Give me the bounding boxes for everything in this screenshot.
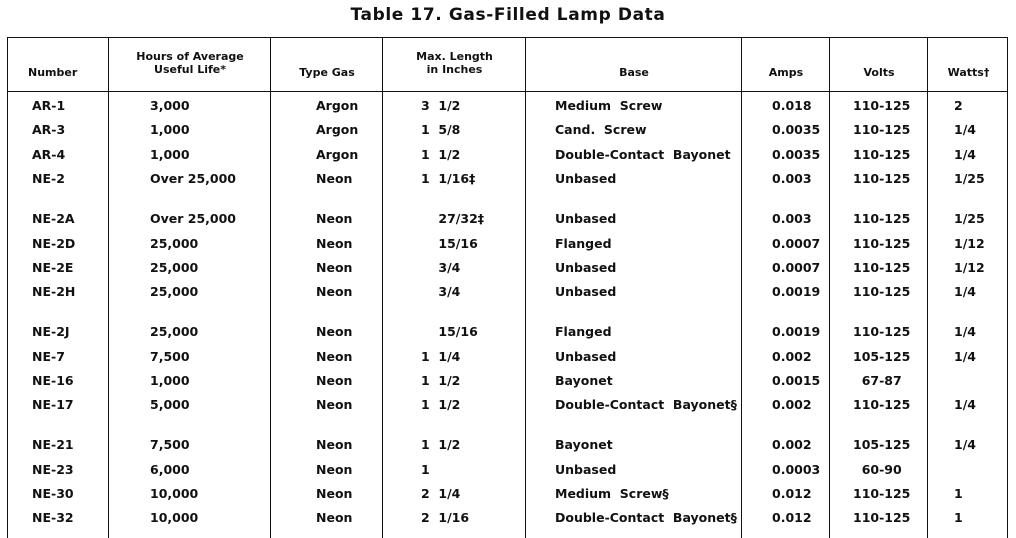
- header-hours-line2: Useful Life*: [154, 63, 226, 76]
- cell-volts: 105-125: [853, 437, 911, 452]
- cell-amps: 0.002: [772, 397, 812, 412]
- cell-amps: 0.0015: [772, 373, 821, 388]
- cell-base: Cand. Screw: [555, 122, 647, 137]
- cell-number: AR-1: [32, 98, 66, 113]
- header-number: Number: [28, 66, 78, 79]
- cell-amps: 0.0007: [772, 260, 821, 275]
- cell-watts: 1/4: [954, 122, 976, 137]
- table-title: Table 17. Gas-Filled Lamp Data: [350, 5, 666, 25]
- cell-amps: 0.012: [772, 510, 812, 525]
- cell-number: AR-4: [32, 147, 66, 162]
- cell-number: NE-2H: [32, 284, 76, 299]
- cell-length: 1 1/16‡: [421, 171, 476, 186]
- column-divider: [525, 37, 526, 538]
- cell-amps: 0.002: [772, 349, 812, 364]
- cell-length: 2 1/4: [421, 486, 461, 501]
- cell-amps: 0.0019: [772, 324, 821, 339]
- cell-number: NE-16: [32, 373, 74, 388]
- cell-length: 1 1/2: [421, 373, 461, 388]
- cell-volts: 110-125: [853, 284, 911, 299]
- cell-length: 3/4: [421, 284, 461, 299]
- cell-amps: 0.0003: [772, 462, 821, 477]
- cell-hours: Over 25,000: [150, 171, 237, 186]
- cell-amps: 0.012: [772, 486, 812, 501]
- cell-volts: 60-90: [853, 462, 902, 477]
- cell-base: Flanged: [555, 324, 612, 339]
- column-divider: [829, 37, 830, 538]
- header-volts: Volts: [863, 66, 895, 79]
- cell-hours: 7,500: [150, 437, 190, 452]
- cell-hours: 25,000: [150, 260, 199, 275]
- cell-gas: Neon: [316, 260, 353, 275]
- header-length-line2: in Inches: [426, 63, 483, 76]
- cell-length: 2 1/16: [421, 510, 470, 525]
- cell-length: 27/32‡: [421, 211, 485, 226]
- cell-base: Bayonet: [555, 373, 613, 388]
- cell-watts: 1/4: [954, 349, 976, 364]
- cell-base: Unbased: [555, 211, 617, 226]
- header-length-line1: Max. Length: [416, 50, 493, 63]
- cell-hours: 1,000: [150, 122, 190, 137]
- cell-length: 1 1/4: [421, 349, 461, 364]
- cell-watts: 1/25: [954, 171, 985, 186]
- cell-length: 1 1/2: [421, 147, 461, 162]
- cell-number: NE-32: [32, 510, 74, 525]
- cell-base: Medium Screw: [555, 98, 663, 113]
- cell-volts: 110-125: [853, 397, 911, 412]
- cell-number: NE-2J: [32, 324, 70, 339]
- cell-watts: 1/4: [954, 437, 976, 452]
- header-amps: Amps: [768, 66, 804, 79]
- cell-amps: 0.003: [772, 171, 812, 186]
- cell-hours: 1,000: [150, 147, 190, 162]
- cell-length: 1: [421, 462, 430, 477]
- cell-hours: 6,000: [150, 462, 190, 477]
- cell-base: Medium Screw§: [555, 486, 669, 501]
- cell-base: Unbased: [555, 284, 617, 299]
- header-hours: [110, 50, 270, 76]
- cell-volts: 110-125: [853, 324, 911, 339]
- cell-amps: 0.0035: [772, 122, 821, 137]
- cell-hours: 1,000: [150, 373, 190, 388]
- cell-number: NE-2E: [32, 260, 74, 275]
- header-watts: Watts†: [947, 66, 990, 79]
- cell-volts: 110-125: [853, 260, 911, 275]
- cell-watts: 1/4: [954, 324, 976, 339]
- cell-gas: Neon: [316, 236, 353, 251]
- cell-watts: 1/4: [954, 284, 976, 299]
- header-base: Base: [619, 66, 649, 79]
- cell-gas: Argon: [316, 98, 359, 113]
- cell-amps: 0.002: [772, 437, 812, 452]
- cell-base: Flanged: [555, 236, 612, 251]
- cell-gas: Neon: [316, 324, 353, 339]
- cell-number: NE-30: [32, 486, 74, 501]
- cell-base: Unbased: [555, 171, 617, 186]
- cell-gas: Neon: [316, 349, 353, 364]
- cell-base: Bayonet: [555, 437, 613, 452]
- cell-hours: 25,000: [150, 284, 199, 299]
- cell-length: 3 1/2: [421, 98, 461, 113]
- cell-watts: 1: [954, 510, 963, 525]
- cell-number: NE-2A: [32, 211, 75, 226]
- cell-gas: Neon: [316, 171, 353, 186]
- cell-amps: 0.018: [772, 98, 812, 113]
- cell-volts: 105-125: [853, 349, 911, 364]
- cell-hours: 7,500: [150, 349, 190, 364]
- cell-gas: Argon: [316, 147, 359, 162]
- cell-base: Double-Contact Bayonet§: [555, 397, 737, 412]
- cell-gas: Neon: [316, 397, 353, 412]
- cell-number: NE-2: [32, 171, 65, 186]
- cell-number: NE-17: [32, 397, 74, 412]
- cell-gas: Neon: [316, 284, 353, 299]
- column-divider: [270, 37, 271, 538]
- cell-volts: 110-125: [853, 236, 911, 251]
- cell-gas: Neon: [316, 373, 353, 388]
- cell-amps: 0.003: [772, 211, 812, 226]
- column-divider: [382, 37, 383, 538]
- cell-watts: 1: [954, 486, 963, 501]
- cell-watts: 1/25: [954, 211, 985, 226]
- cell-number: NE-2D: [32, 236, 76, 251]
- header-hours-line1: Hours of Average: [136, 50, 244, 63]
- cell-amps: 0.0019: [772, 284, 821, 299]
- cell-number: NE-23: [32, 462, 74, 477]
- cell-hours: 10,000: [150, 486, 199, 501]
- cell-gas: Neon: [316, 437, 353, 452]
- cell-base: Double-Contact Bayonet: [555, 147, 731, 162]
- cell-volts: 110-125: [853, 171, 911, 186]
- cell-length: 15/16: [421, 324, 478, 339]
- header-gas: Type Gas: [299, 66, 355, 79]
- cell-watts: 1/4: [954, 147, 976, 162]
- cell-length: 1 1/2: [421, 437, 461, 452]
- cell-gas: Neon: [316, 510, 353, 525]
- cell-volts: 67-87: [853, 373, 902, 388]
- cell-base: Unbased: [555, 260, 617, 275]
- cell-watts: 1/4: [954, 397, 976, 412]
- cell-length: 3/4: [421, 260, 461, 275]
- cell-length: 1 5/8: [421, 122, 461, 137]
- column-divider: [741, 37, 742, 538]
- cell-watts: 2: [954, 98, 963, 113]
- cell-volts: 110-125: [853, 147, 911, 162]
- cell-base: Unbased: [555, 462, 617, 477]
- cell-volts: 110-125: [853, 486, 911, 501]
- cell-gas: Neon: [316, 462, 353, 477]
- cell-volts: 110-125: [853, 98, 911, 113]
- column-divider: [927, 37, 928, 538]
- cell-watts: 1/12: [954, 260, 985, 275]
- cell-length: 1 1/2: [421, 397, 461, 412]
- cell-base: Double-Contact Bayonet§: [555, 510, 737, 525]
- header-divider: [7, 91, 1008, 92]
- cell-number: AR-3: [32, 122, 66, 137]
- cell-volts: 110-125: [853, 211, 911, 226]
- cell-number: NE-21: [32, 437, 74, 452]
- cell-gas: Neon: [316, 486, 353, 501]
- cell-volts: 110-125: [853, 122, 911, 137]
- header-length: [384, 50, 525, 76]
- cell-amps: 0.0035: [772, 147, 821, 162]
- cell-watts: 1/12: [954, 236, 985, 251]
- cell-number: NE-7: [32, 349, 65, 364]
- cell-gas: Neon: [316, 211, 353, 226]
- cell-volts: 110-125: [853, 510, 911, 525]
- cell-hours: Over 25,000: [150, 211, 237, 226]
- cell-hours: 25,000: [150, 324, 199, 339]
- cell-hours: 25,000: [150, 236, 199, 251]
- cell-base: Unbased: [555, 349, 617, 364]
- cell-hours: 3,000: [150, 98, 190, 113]
- column-divider: [108, 37, 109, 538]
- cell-gas: Argon: [316, 122, 359, 137]
- cell-hours: 5,000: [150, 397, 190, 412]
- cell-amps: 0.0007: [772, 236, 821, 251]
- cell-hours: 10,000: [150, 510, 199, 525]
- cell-length: 15/16: [421, 236, 478, 251]
